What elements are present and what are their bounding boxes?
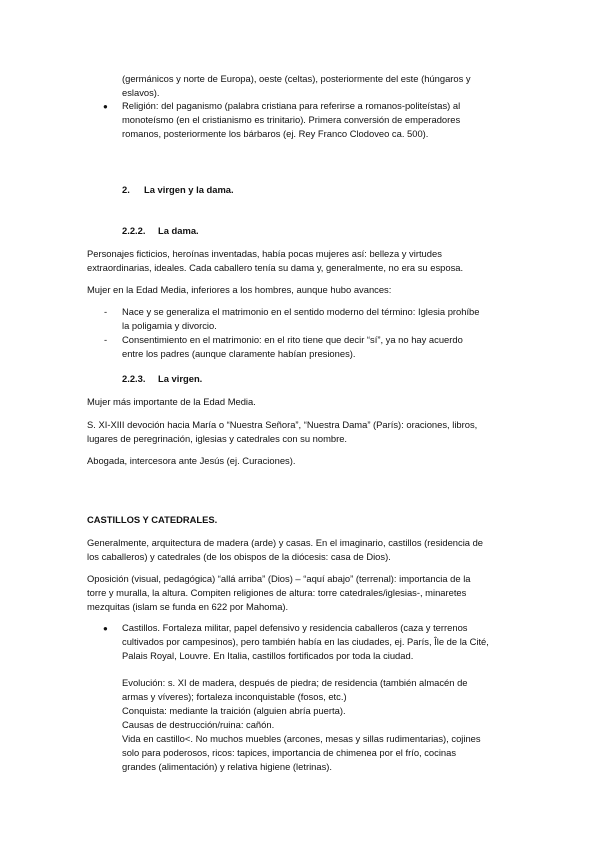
castillos-p1 (87, 536, 517, 564)
text-line: grandes (alimentación) y relativa higiene (letrinas). (122, 761, 332, 772)
text-line: Palais Royal, Louvre. En Italia, castillos fortificados por toda la ciudad. (122, 650, 414, 661)
castillos-heading: CASTILLOS Y CATEDRALES. (87, 514, 218, 525)
text-line: (germánicos y norte de Europa), oeste (celtas), posteriormente del este (húngaros y (122, 73, 471, 84)
text-line: armas y víveres); fortaleza inconquistable (fosos, etc.) (122, 691, 347, 702)
text-line: Consentimiento en el matrimonio: en el rito tiene que decir “sí”, ya no hay acuerdo (122, 334, 463, 345)
castillos-bullet-text (122, 621, 518, 663)
text-line: extraordinarias, ideales. Cada caballero tenía su dama y, generalmente, no era su esposa. (87, 262, 464, 273)
text-line: eslavos). (122, 87, 160, 98)
dash-marker: - (104, 334, 108, 345)
dama-list-item (122, 305, 518, 333)
dama-list-item (122, 333, 518, 361)
text-line: Castillos. Fortaleza militar, papel defensivo y residencia caballeros (caza y terrenos (122, 622, 468, 633)
bullet-icon: ● (103, 102, 108, 111)
text-line: lugares de peregrinación, iglesias y catedrales con su nombre. (87, 433, 348, 444)
intro-paragraph (122, 72, 518, 100)
castillos-p2 (87, 572, 517, 614)
text-line: Religión: del paganismo (palabra cristiana para referirse a romanos-politeístas) al (122, 100, 461, 111)
text-line: mezquitas (islam se funda en 622 por Mahoma). (87, 601, 289, 612)
text-line: Evolución: s. XI de madera, después de piedra; de residencia (también almacén de (122, 677, 468, 688)
text-line: romanos, posteriormente los bárbaros (ej. Rey Franco Clodoveo ca. 500). (122, 128, 429, 139)
virgen-p3: Abogada, intercesora ante Jesús (ej. Curaciones). (87, 455, 296, 466)
virgen-p1: Mujer más importante de la Edad Media. (87, 396, 256, 407)
text-line: Nace y se generaliza el matrimonio en el sentido moderno del término: Iglesia prohíbe (122, 306, 480, 317)
section-heading: 2. La virgen y la dama. (122, 184, 234, 195)
text-line: Conquista: mediante la traición (alguien abría puerta). (122, 705, 346, 716)
text-line: Vida en castillo<. No muchos muebles (arcones, mesas y sillas rudimentarias), cojines (122, 733, 481, 744)
text-line: Oposición (visual, pedagógica) “allá arriba” (Dios) – “aquí abajo” (terrenal): importancia de la (87, 573, 471, 584)
text-line: solo para poderosos, ricos: tapices, importancia de chimenea por el frío, cocinas (122, 747, 457, 758)
subsection-heading-virgen: 2.2.3. La virgen. (122, 373, 203, 384)
religion-bullet-text (122, 99, 518, 141)
text-line: entre los padres (aunque claramente habían presiones). (122, 348, 356, 359)
text-line: Personajes ficticios, heroínas inventadas, había pocas mujeres así: belleza y virtudes (87, 248, 442, 259)
text-line: los caballeros) y catedrales (de los obispos de la diócesis: casa de Dios). (87, 551, 391, 562)
bullet-icon: ● (103, 624, 108, 633)
dash-marker: - (104, 306, 108, 317)
text-line: Causas de destrucción/ruina: cañón. (122, 719, 275, 730)
subsection-heading-dama: 2.2.2. La dama. (122, 225, 199, 236)
castillos-evolucion (122, 676, 518, 774)
text-line: cultivados por campesinos), pero también había en las ciudades, ej. París, Île de la Cité, (122, 636, 489, 647)
text-line: torre y muralla, la altura. Compiten religiones de altura: torre catedrales/iglesias-, minaretes (87, 587, 467, 598)
dama-intro: Mujer en la Edad Media, inferiores a los hombres, aunque hubo avances: (87, 284, 392, 295)
virgen-p2 (87, 418, 517, 446)
dama-paragraph (87, 247, 517, 275)
text-line: S. XI-XIII devoción hacia María o “Nuestra Señora”, “Nuestra Dama” (París): oraciones, libros, (87, 419, 478, 430)
text-line: Generalmente, arquitectura de madera (arde) y casas. En el imaginario, castillos (residencia de (87, 537, 484, 548)
text-line: la poligamia y divorcio. (122, 320, 217, 331)
text-line: monoteísmo (en el cristianismo es trinitario). Primera conversión de emperadores (122, 114, 461, 125)
